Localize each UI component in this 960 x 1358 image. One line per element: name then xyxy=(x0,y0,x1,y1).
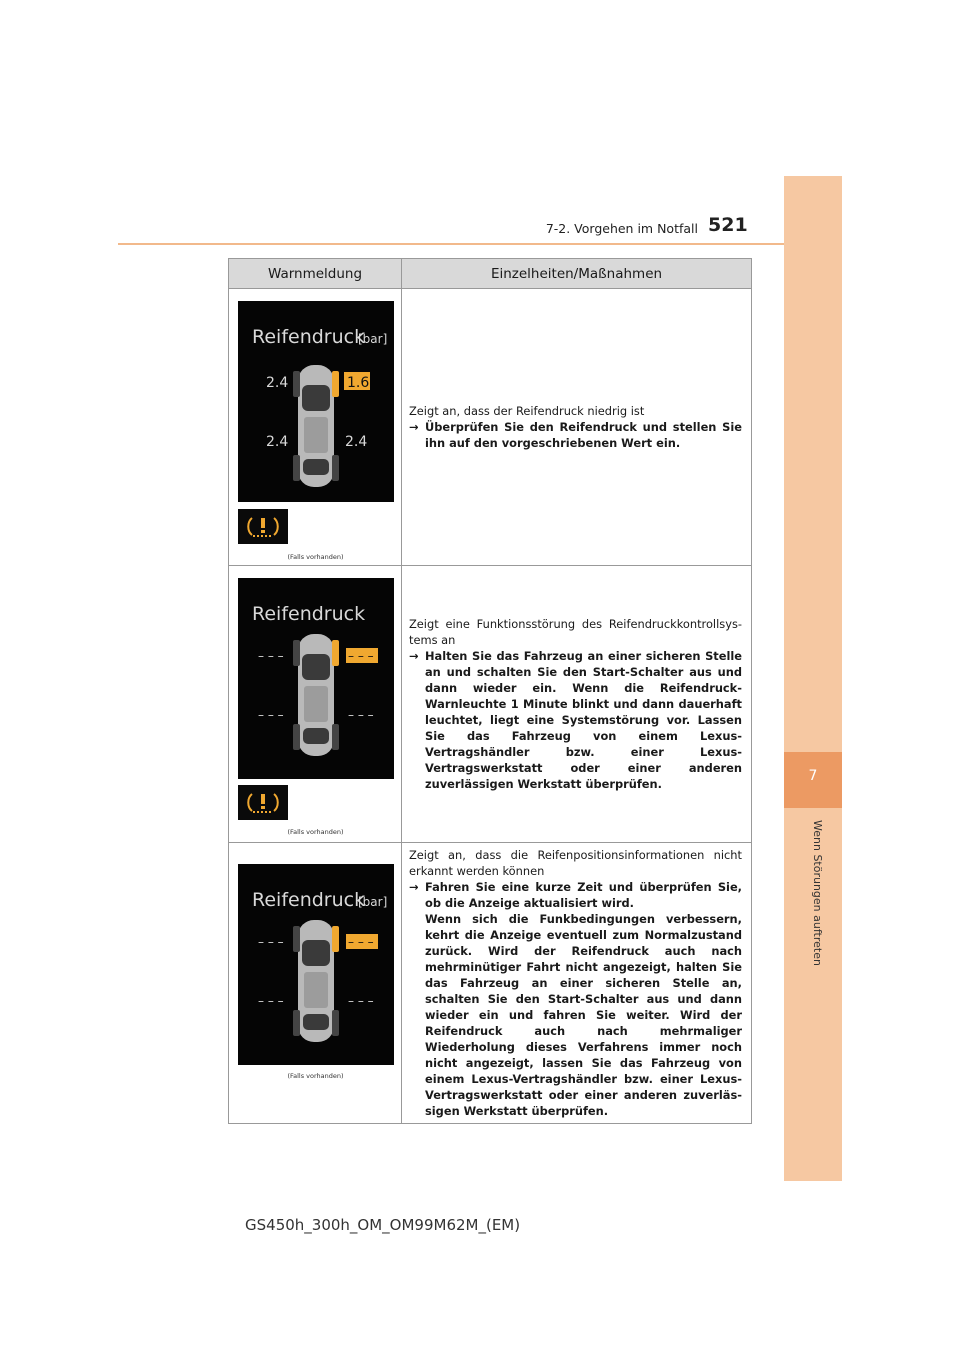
column-header-details: Einzelheiten/Maßnahmen xyxy=(402,259,752,289)
details-cell xyxy=(402,566,752,843)
details-cell xyxy=(402,843,752,1124)
chapter-number: 7 xyxy=(808,768,818,784)
column-header-warning: Warnmeldung xyxy=(229,259,402,289)
tire-front-right-value: – – – xyxy=(348,649,374,663)
details-cell xyxy=(402,289,752,566)
warning-table xyxy=(228,258,752,1124)
table-row xyxy=(229,843,752,1124)
tire-pressure-screen xyxy=(238,578,394,779)
screen-title: Reifendruck xyxy=(252,326,366,348)
description: Zeigt an, dass die Reifenpositionsinformationen nicht erkannt werden können xyxy=(409,848,742,878)
tire-rear-left-value: – – – xyxy=(258,708,284,722)
tire-pressure-screen xyxy=(238,301,394,502)
description: Zeigt an, dass der Reifendruck niedrig ist xyxy=(409,404,645,418)
tire-front-left-value: – – – xyxy=(258,649,284,663)
action-text: Überprüfen Sie den Reifendruck und stellen Sie ihn auf den vorgeschriebenen Wert ein. xyxy=(425,420,742,450)
car-top-view-icon xyxy=(293,920,339,1042)
header-rule xyxy=(118,243,842,245)
car-top-view-icon xyxy=(293,365,339,487)
page-number: 521 xyxy=(708,214,748,236)
action-detail: Wenn sich die Funkbedingungen verbessern, kehrt die Anzeige eventuell zum Normalzustand zurück. Wird der Reifendruck auch nach mehrminütiger Fahrt nicht angezeigt, halten Sie das Fahrzeug an einer sicheren Stelle an, schalten Sie den Start-Schalter aus und dann wieder ein und fahren Sie weiter. Wird der Reifendruck auch nach mehrmaliger Wiederholung dieses Verfahrens immer noch nicht angezeigt, lassen Sie das Fahrzeug von einem Lexus-Vertragshändler bzw. einer Lexus-Vertragswerkstatt oder einer anderen zuverlässigen Werkstatt überprüfen. xyxy=(425,912,742,1118)
section-title: 7-2. Vorgehen im Notfall xyxy=(545,221,698,236)
tire-front-right-value: 1.6 xyxy=(347,375,370,391)
caption: (Falls vorhanden) xyxy=(287,1072,344,1080)
chapter-title: Wenn Störungen auftreten xyxy=(811,820,824,966)
screen-unit: [bar] xyxy=(358,895,388,909)
warning-image-cell xyxy=(229,843,402,1124)
tire-rear-left-value: 2.4 xyxy=(266,434,289,450)
description: Zeigt eine Funktionsstörung des Reifendruckkontrollsystems an xyxy=(409,617,742,647)
tire-rear-right-value: – – – xyxy=(348,708,374,722)
tire-pressure-warning-icon xyxy=(238,785,288,820)
footer-doc-id: GS450h_300h_OM_OM99M62M_(EM) xyxy=(245,1216,521,1234)
warning-image-cell xyxy=(229,566,402,843)
tire-front-left-value: 2.4 xyxy=(266,375,289,391)
table-row xyxy=(229,289,752,566)
caption: (Falls vorhanden) xyxy=(287,553,344,561)
tire-pressure-screen xyxy=(238,864,394,1065)
tire-pressure-warning-icon xyxy=(238,509,288,544)
tire-front-right-value: – – – xyxy=(348,935,374,949)
warning-image-cell xyxy=(229,289,402,566)
car-top-view-icon xyxy=(293,634,339,756)
tire-rear-right-value: – – – xyxy=(348,994,374,1008)
arrow-icon: → xyxy=(409,880,419,894)
arrow-icon: → xyxy=(409,649,419,663)
arrow-icon: → xyxy=(409,420,419,434)
caption: (Falls vorhanden) xyxy=(287,828,344,836)
tire-rear-right-value: 2.4 xyxy=(345,434,368,450)
screen-title: Reifendruck xyxy=(252,603,366,625)
action-text: Fahren Sie eine kurze Zeit und überprüfen Sie, ob die Anzeige aktualisiert wird. xyxy=(425,880,742,910)
screen-unit: [bar] xyxy=(358,332,388,346)
action-text: Halten Sie das Fahrzeug an einer sicheren Stelle an und schalten Sie den Start-Schalter aus und dann wieder ein. Wenn die Reifendruck-Warnleuchte 1 Minute blinkt und dann dauerhaft leuchtet, liegt eine Systemstörung vor. Lassen Sie das Fahrzeug von einem Lexus-Vertragshändler bzw. einer Lexus-Vertragswerkstatt oder einer anderen zuverlässigen Werkstatt überprüfen. xyxy=(425,649,742,791)
screen-title: Reifendruck xyxy=(252,889,366,911)
tire-front-left-value: – – – xyxy=(258,935,284,949)
tire-rear-left-value: – – – xyxy=(258,994,284,1008)
chapter-side-tab xyxy=(784,176,842,1181)
table-row xyxy=(229,566,752,843)
